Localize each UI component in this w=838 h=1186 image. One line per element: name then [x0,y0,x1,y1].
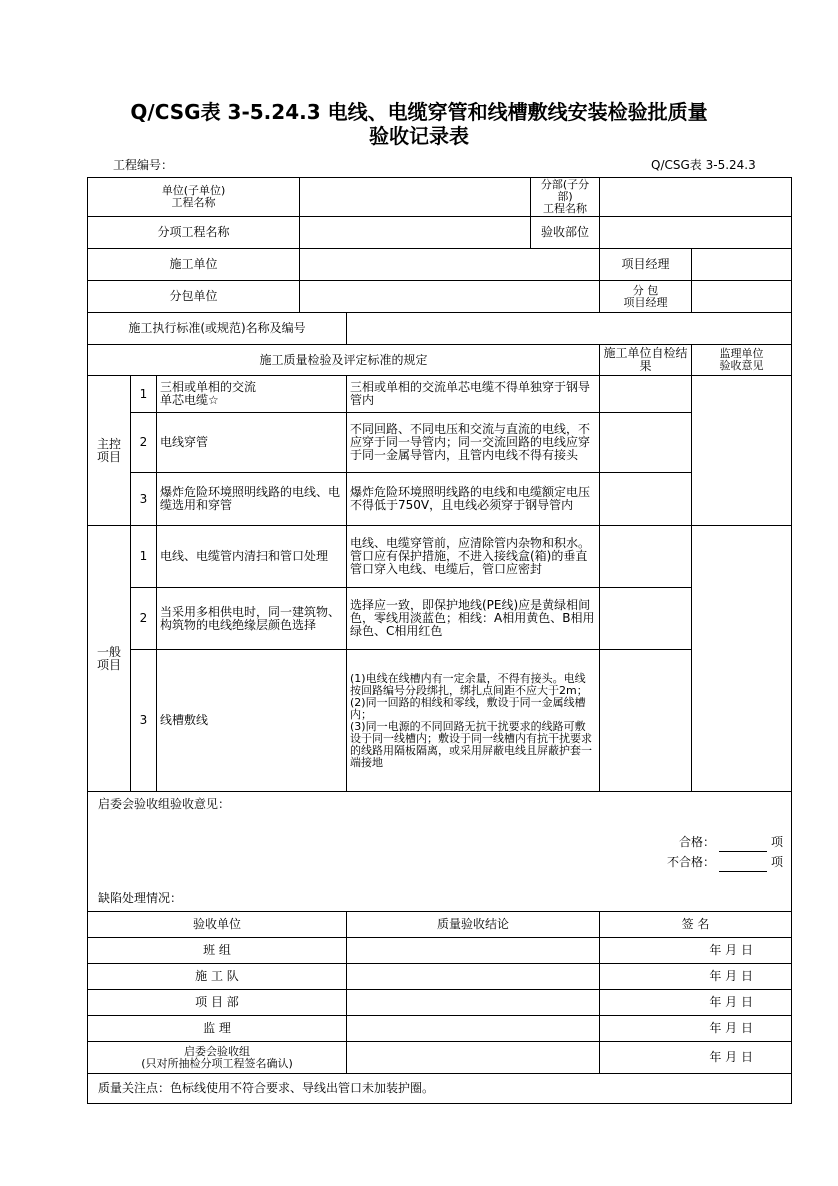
pass-count-field[interactable] [719,839,767,852]
acceptance-part-label: 验收部位 [531,217,600,249]
general-supervisor-opinion[interactable] [692,526,792,792]
pass-fail-block [667,832,783,872]
main-item-requirement: 三相或单相的交流单芯电缆不得单独穿于钢导管内 [347,376,600,413]
general-item-self-check[interactable] [600,650,692,792]
subcontract-unit-label: 分包单位 [88,281,300,313]
general-item-name: 当采用多相供电时，同一建筑物、构筑物的电线绝缘层颜色选择 [157,588,347,650]
form-code: Q/CSG表 3-5.24.3 [651,158,756,172]
general-item-no: 3 [131,650,157,792]
title-line-1: Q/CSG表 3-5.24.3 电线、电缆穿管和线槽敷线安装检验批质量 [130,100,708,124]
general-item-no: 1 [131,526,157,588]
project-no-label: 工程编号： [113,158,174,172]
title-line-2: 验收记录表 [369,124,469,148]
sign-row-date[interactable]: 年 月 日 [600,938,792,964]
main-item-name: 爆炸危险环境照明线路的电线、电缆选用和穿管 [157,473,347,526]
project-manager-label: 项目经理 [600,249,692,281]
sign-row-unit: 施 工 队 [88,964,347,990]
subcontract-manager-value[interactable] [692,281,792,313]
pass-label: 合格： [678,835,715,849]
general-item-self-check[interactable] [600,526,692,588]
unit-name-value[interactable] [300,178,531,217]
sign-row-date[interactable]: 年 月 日 [600,964,792,990]
general-item-requirement: 选择应一致，即保护地线(PE线)应是黄绿相间色，零线用淡蓝色；相线：A相用黄色、B相用绿色、C相用红色 [347,588,600,650]
main-control-label: 主控 项目 [88,376,131,526]
sign-row-conclusion[interactable] [347,964,600,990]
sign-row-conclusion[interactable] [347,1042,600,1074]
general-label: 一般 项目 [88,526,131,792]
general-item-name: 线槽敷线 [157,650,347,792]
sign-row-conclusion[interactable] [347,1016,600,1042]
main-item-no: 3 [131,473,157,526]
construction-unit-value[interactable] [300,249,600,281]
fail-unit: 项 [770,855,783,869]
sign-row-unit: 启委会验收组 (只对所抽检分项工程签名确认) [88,1042,347,1074]
inspection-table [87,177,792,1104]
main-control-supervisor-opinion[interactable] [692,376,792,526]
quality-note: 质量关注点：色标线使用不符合要求、导线出管口未加装护圈。 [88,1074,792,1104]
main-item-name: 电线穿管 [157,413,347,473]
standard-label: 施工执行标准(或规范)名称及编号 [88,313,347,345]
sub-part-name-label: 分部(子分部) 工程名称 [531,178,600,217]
unit-name-label: 单位(子单位) 工程名称 [88,178,300,217]
sign-col-unit: 验收单位 [88,912,347,938]
committee-opinion-cell[interactable] [88,792,792,912]
general-item-requirement: (1)电线在线槽内有一定余量，不得有接头。电线按回路编号分段绑扎，绑扎点间距不应大于2m； (2)同一回路的相线和零线，敷设于同一金属线槽内； (3)同一电源的不同回路无抗干扰要求的线路可敷设于同一线槽内；敷设于同一线槽内有抗干扰要求的线路用隔板隔离，或采用屏蔽电线且屏蔽护套一端接地 [347,650,600,792]
sign-row-unit: 班 组 [88,938,347,964]
sub-item-name-value[interactable] [300,217,531,249]
general-item-no: 2 [131,588,157,650]
main-item-requirement: 爆炸危险环境照明线路的电线和电缆额定电压不得低于750V，且电线必须穿于钢导管内 [347,473,600,526]
subcontract-unit-value[interactable] [300,281,600,313]
main-item-no: 1 [131,376,157,413]
main-item-requirement: 不同回路、不同电压和交流与直流的电线，不应穿于同一导管内；同一交流回路的电线应穿于同一金属导管内，且管内电线不得有接头 [347,413,600,473]
general-item-self-check[interactable] [600,588,692,650]
construction-unit-label: 施工单位 [88,249,300,281]
sub-part-name-value[interactable] [600,178,792,217]
supervisor-column-header: 监理单位 验收意见 [692,345,792,376]
fail-count-field[interactable] [719,859,767,872]
standard-value[interactable] [347,313,792,345]
main-item-self-check[interactable] [600,473,692,526]
document-title [0,100,838,148]
sign-row-conclusion[interactable] [347,990,600,1016]
defect-label: 缺陷处理情况： [98,891,183,905]
sub-item-name-label: 分项工程名称 [88,217,300,249]
fail-label: 不合格： [666,855,715,869]
main-item-name: 三相或单相的交流 单芯电缆☆ [157,376,347,413]
project-manager-value[interactable] [692,249,792,281]
main-item-self-check[interactable] [600,413,692,473]
sign-row-date[interactable]: 年 月 日 [600,1042,792,1074]
general-item-requirement: 电线、电缆穿管前，应清除管内杂物和积水。管口应有保护措施，不进入接线盒(箱)的垂直管口穿入电线、电缆后，管口应密封 [347,526,600,588]
sign-col-conclusion: 质量验收结论 [347,912,600,938]
sign-row-date[interactable]: 年 月 日 [600,990,792,1016]
sign-row-date[interactable]: 年 月 日 [600,1016,792,1042]
sign-row-unit: 监 理 [88,1016,347,1042]
sign-row-unit: 项 目 部 [88,990,347,1016]
sign-row-conclusion[interactable] [347,938,600,964]
acceptance-part-value[interactable] [600,217,792,249]
main-item-self-check[interactable] [600,376,692,413]
spec-column-header: 施工质量检验及评定标准的规定 [88,345,600,376]
sign-col-sign: 签 名 [600,912,792,938]
pass-unit: 项 [770,835,783,849]
subcontract-manager-label: 分 包 项目经理 [600,281,692,313]
general-item-name: 电线、电缆管内清扫和管口处理 [157,526,347,588]
committee-opinion-label: 启委会验收组验收意见： [98,797,231,811]
self-check-column-header: 施工单位自检结果 [600,345,692,376]
main-item-no: 2 [131,413,157,473]
